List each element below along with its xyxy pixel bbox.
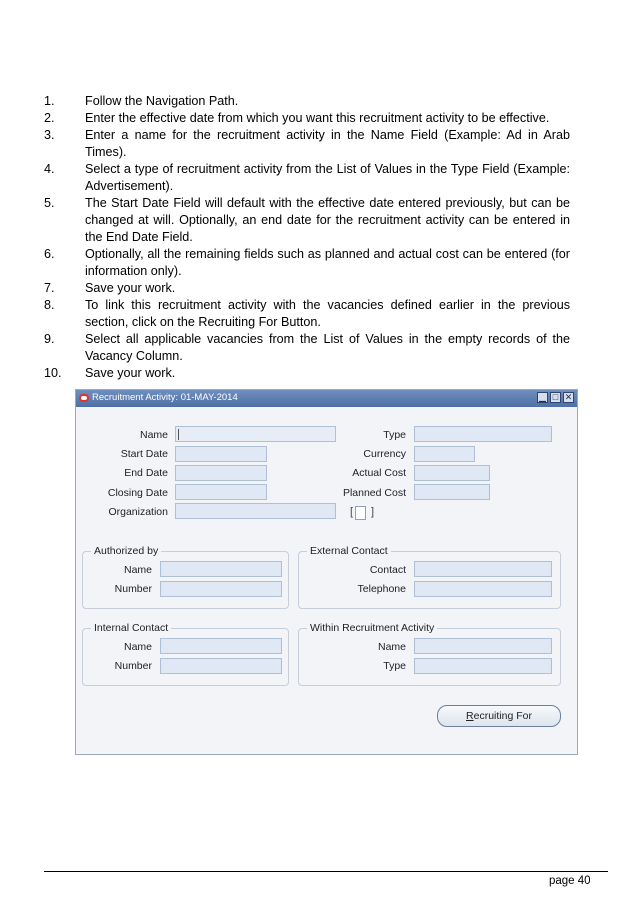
maximize-icon[interactable]: □ <box>550 392 561 403</box>
window-title: Recruitment Activity: 01-MAY-2014 <box>92 392 238 403</box>
external-contact-label: Contact <box>369 564 406 576</box>
step-text: Enter a name for the recruitment activity in the Name Field (Example: Ad in Arab Times). <box>85 128 570 159</box>
internal-number-field[interactable] <box>160 658 282 674</box>
group-title: Internal Contact <box>91 622 171 634</box>
checkbox-bracket-left: [ <box>350 506 354 518</box>
step-text: Save your work. <box>85 281 176 295</box>
end-date-field[interactable] <box>175 465 267 481</box>
type-label: Type <box>383 429 406 441</box>
list-item <box>40 297 570 331</box>
external-telephone-field[interactable] <box>414 581 552 597</box>
step-text: Select a type of recruitment activity from the List of Values in the Type Field (Example: Advertisement). <box>85 162 570 193</box>
group-title: Within Recruitment Activity <box>307 622 437 634</box>
planned-cost-field[interactable] <box>414 484 490 500</box>
internal-name-label: Name <box>123 641 152 653</box>
authorized-number-label: Number <box>114 583 152 595</box>
name-field[interactable] <box>175 426 336 442</box>
oracle-logo-icon <box>79 394 89 402</box>
authorized-number-field[interactable] <box>160 581 282 597</box>
step-number: 8. <box>44 298 55 312</box>
actual-cost-field[interactable] <box>414 465 490 481</box>
step-number: 3. <box>44 128 55 142</box>
currency-label: Currency <box>363 448 406 460</box>
actual-cost-label: Actual Cost <box>352 467 406 479</box>
step-text: To link this recruitment activity with the vacancies defined earlier in the previous section, click on the Recruiting For Button. <box>85 298 570 329</box>
instruction-list <box>40 93 570 382</box>
name-label: Name <box>139 429 168 441</box>
within-recruitment-activity-group <box>298 622 561 686</box>
internal-name-field[interactable] <box>160 638 282 654</box>
within-type-field[interactable] <box>414 658 552 674</box>
step-number: 4. <box>44 162 55 176</box>
checkbox-bracket-right: ] <box>371 506 375 518</box>
step-text: Follow the Navigation Path. <box>85 94 239 108</box>
authorized-name-field[interactable] <box>160 561 282 577</box>
window-controls <box>537 392 574 403</box>
flag-checkbox[interactable] <box>355 506 366 520</box>
list-item <box>40 110 570 127</box>
close-icon[interactable]: ✕ <box>564 392 573 402</box>
within-type-label: Type <box>383 660 406 672</box>
button-label: ecruiting For <box>473 710 532 722</box>
start-date-field[interactable] <box>175 446 267 462</box>
internal-number-label: Number <box>114 660 152 672</box>
step-number: 6. <box>44 247 55 261</box>
list-item <box>40 161 570 195</box>
footer-divider <box>44 871 608 872</box>
group-title: Authorized by <box>91 545 161 557</box>
currency-field[interactable] <box>414 446 475 462</box>
external-contact-group <box>298 545 561 609</box>
step-number: 9. <box>44 332 55 346</box>
recruiting-for-button[interactable] <box>437 705 561 727</box>
list-item <box>40 127 570 161</box>
accelerator-key: R <box>466 710 474 722</box>
internal-contact-group <box>82 622 289 686</box>
authorized-by-group <box>82 545 289 609</box>
list-item <box>40 195 570 246</box>
page-number: page 40 <box>549 875 591 887</box>
step-number: 7. <box>44 281 55 295</box>
step-number: 1. <box>44 94 55 108</box>
step-text: Enter the effective date from which you want this recruitment activity to be effective. <box>85 111 550 125</box>
group-title: External Contact <box>307 545 391 557</box>
list-item <box>40 280 570 297</box>
step-text: Select all applicable vacancies from the List of Values in the empty records of the Vacancy Column. <box>85 332 570 363</box>
list-item <box>40 246 570 280</box>
closing-date-field[interactable] <box>175 484 267 500</box>
step-text: The Start Date Field will default with the effective date entered previously, but can be changed at will. Optionally, an end date for the recruitment activity can be entered in the End Date Field. <box>85 196 570 244</box>
step-text: Save your work. <box>85 366 176 380</box>
external-telephone-label: Telephone <box>357 583 406 595</box>
step-number: 5. <box>44 196 55 210</box>
text-cursor <box>178 429 179 440</box>
authorized-name-label: Name <box>123 564 152 576</box>
organization-field[interactable] <box>175 503 336 519</box>
start-date-label: Start Date <box>120 448 168 460</box>
minimize-icon[interactable]: ▁ <box>537 392 548 403</box>
window-titlebar[interactable] <box>76 390 577 407</box>
step-number: 2. <box>44 111 55 125</box>
list-item <box>40 93 570 110</box>
within-name-field[interactable] <box>414 638 552 654</box>
within-name-label: Name <box>377 641 406 653</box>
closing-date-label: Closing Date <box>107 487 168 499</box>
step-text: Optionally, all the remaining fields such as planned and actual cost can be entered (for information only). <box>85 247 570 278</box>
organization-label: Organization <box>108 506 168 518</box>
list-item <box>40 365 570 382</box>
end-date-label: End Date <box>124 467 168 479</box>
step-number: 10. <box>44 366 62 380</box>
list-item <box>40 331 570 365</box>
planned-cost-label: Planned Cost <box>342 487 406 499</box>
external-contact-field[interactable] <box>414 561 552 577</box>
type-field[interactable] <box>414 426 552 442</box>
